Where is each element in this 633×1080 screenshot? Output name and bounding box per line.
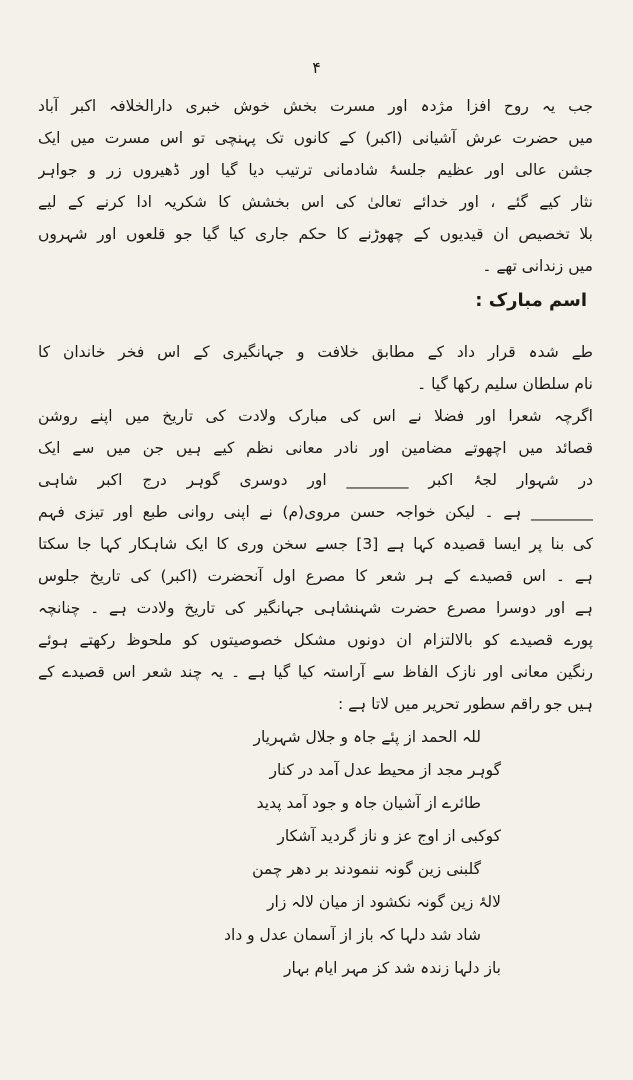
paragraph-line: جشن عالی اور عظیم جلسۂ شادمانی ترتیب دیا گیا اور ڈھیروں زر و جواہر bbox=[38, 161, 593, 179]
paragraph-line: اگرچہ شعرا اور فضلا نے اس کی مبارک ولادت کی تاریخ میں اپنے روشن bbox=[38, 407, 593, 425]
paragraph-line: جب یہ روح افزا مژدہ اور مسرت بخش خوش خبری دارالخلافہ اکبر آباد bbox=[38, 97, 593, 115]
paragraph-line: ________ ہے ۔ لیکن خواجہ حسن مروی(م) نے اپنی روانی طبع اور تیزی فہم bbox=[38, 503, 593, 521]
section-heading: اسم مبارک : bbox=[475, 290, 587, 311]
verse-line: کوکبی از اوج عز و ناز گردید آشکار bbox=[277, 827, 501, 845]
paragraph-line: پورے قصیدے کو بالالتزام ان دونوں مشکل خصوصیتوں کو ملحوظ رکھتے ہوئے bbox=[38, 631, 593, 649]
paragraph-line: نام سلطان سلیم رکھا گیا ۔ bbox=[417, 375, 593, 393]
verse-line: باز دلہا زندہ شد کز مہر ایام بہار bbox=[284, 959, 501, 977]
paragraph-line: کی بنا پر ایسا قصیدہ کہا ہے [3] جسے سخن وری کا ایک شاہکار کہا جا سکتا bbox=[38, 535, 593, 553]
paragraph-line: رنگین معانی اور نازک الفاظ سے آراستہ کیا گیا ہے ۔ یہ چند شعر اس قصیدے کے bbox=[38, 663, 593, 681]
verse-line: للہ الحمد از پئے جاہ و جلال شہریار bbox=[253, 728, 481, 746]
paragraph-line: قصائد میں اچھوتے مضامین اور نادر معانی نظم کیے ہیں جن میں سے ایک bbox=[38, 439, 593, 457]
paragraph-line: بلا تخصیص ان قیدیوں کے چھوڑنے کا حکم جاری کیا گیا جو قلعوں اور شہروں bbox=[38, 225, 593, 243]
paragraph-line: میں زندانی تھے ۔ bbox=[482, 257, 593, 275]
paragraph-line: طے شدہ قرار داد کے مطابق خلافت و جہانگیری کے اس فخر خاندان کا bbox=[38, 343, 593, 361]
verse-line: لالۂ زین گونہ نکشود از میان لالہ زار bbox=[267, 893, 501, 911]
paragraph-line: میں حضرت عرش آشیانی (اکبر) کے کانوں تک پہنچی تو اس مسرت میں ایک bbox=[38, 129, 593, 147]
verse-line: گلبنی زین گونہ ننمودند بر دھر چمن bbox=[252, 860, 481, 878]
paragraph-line: در شہوار لجۂ اکبر ________ اور دوسری گوہر درج اکبر شاہی bbox=[38, 471, 593, 489]
paragraph-line: نثار کیے گئے ، اور خدائے تعالیٰ کی اس بخشش کا شکریہ ادا کرنے کے لیے bbox=[38, 193, 593, 211]
verse-line: گوہر مجد از محیط عدل آمد در کنار bbox=[269, 761, 501, 779]
paragraph-line: ہیں جو راقم سطور تحریر میں لاتا ہے : bbox=[337, 695, 593, 713]
paragraph-line: ہے ۔ اس قصیدے کے ہر شعر کا مصرع اول آنحضرت (اکبر) کی تاریخ جلوس bbox=[38, 567, 593, 585]
verse-line: طائرے از آشیان جاہ و جود آمد پدید bbox=[256, 794, 481, 812]
page-number: ۴ bbox=[312, 58, 321, 77]
verse-line: شاد شد دلہا کہ باز از آسمان عدل و داد bbox=[224, 926, 481, 944]
paragraph-line: ہے اور دوسرا مصرع حضرت شہنشاہی جہانگیر کی تاریخ ولادت ہے ۔ چنانچہ bbox=[38, 599, 593, 617]
